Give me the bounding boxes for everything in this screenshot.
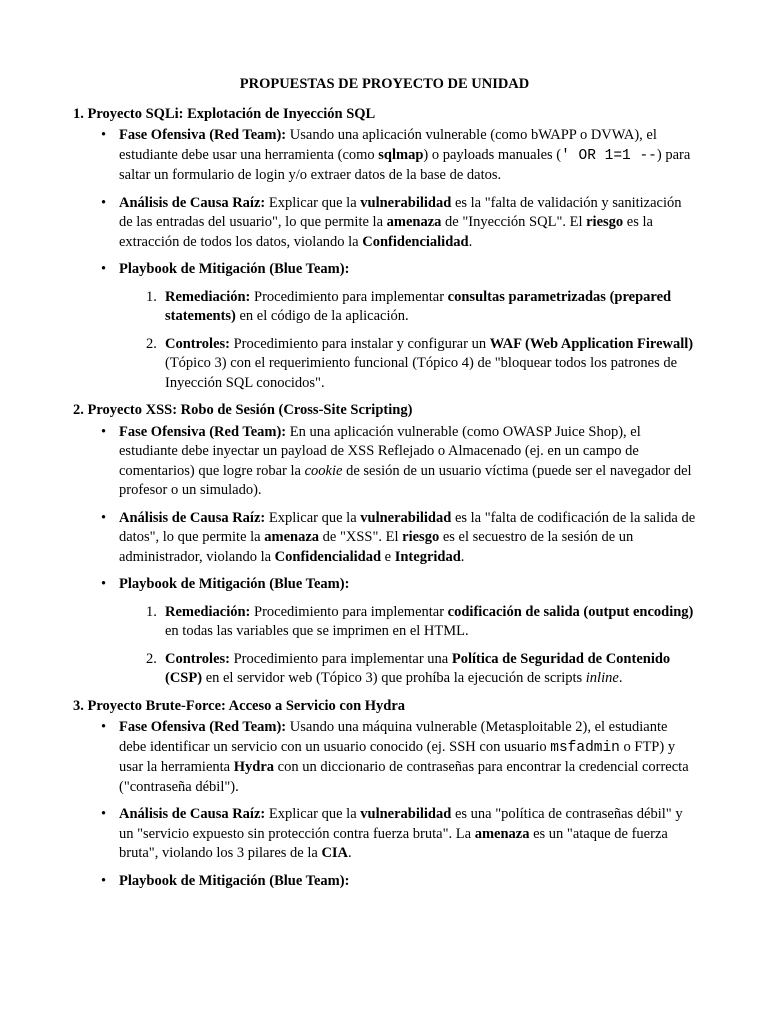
project-brute-force xyxy=(73,697,696,892)
step-label: Controles: xyxy=(165,650,230,667)
text-run: Procedimiento para implementar xyxy=(250,288,448,305)
step-number: 1. xyxy=(146,288,157,305)
bold-term: Confidencialidad xyxy=(274,548,382,565)
playbook-item xyxy=(119,575,696,689)
analysis-label: Análisis de Causa Raíz: xyxy=(119,806,266,822)
project-sqli xyxy=(73,105,696,394)
bold-term: Política de Seguridad de Contenido (CSP) xyxy=(165,650,671,686)
playbook-step xyxy=(146,603,696,642)
offensive-phase-item xyxy=(119,718,696,797)
offensive-label: Fase Ofensiva (Red Team): xyxy=(119,127,287,143)
root-cause-item xyxy=(119,194,696,253)
italic-term: cookie xyxy=(304,462,343,479)
analysis-label: Análisis de Causa Raíz: xyxy=(119,194,266,211)
text-run: Explicar que la xyxy=(265,806,361,822)
offensive-label: Fase Ofensiva (Red Team): xyxy=(119,423,287,440)
text-run: . xyxy=(348,845,352,861)
text-run: es una "política de contraseñas débil" y un "servicio expuesto sin protección contra fuerza bruta". La xyxy=(119,806,683,842)
tool-name: sqlmap xyxy=(378,146,424,163)
playbook-step xyxy=(146,335,696,394)
bold-term: riesgo xyxy=(402,529,440,545)
text-run: En una aplicación vulnerable (como OWASP Juice Shop), el estudiante debe inyectar un payload de XSS Reflejado o Almacenado (ej. en un campo de comentarios) que logre robar la xyxy=(119,423,641,479)
text-run: Usando una aplicación vulnerable (como bWAPP o DVWA), el estudiante debe usar una herramienta (como xyxy=(119,127,657,163)
text-run: Procedimiento para instalar y configurar un xyxy=(229,335,490,352)
playbook-label: Playbook de Mitigación (Blue Team): xyxy=(119,261,350,277)
offensive-label: Fase Ofensiva (Red Team): xyxy=(119,719,287,735)
step-label: Remediación: xyxy=(165,288,251,305)
step-label: Remediación: xyxy=(165,603,251,620)
project-heading: 1. Proyecto SQLi: Explotación de Inyección SQL xyxy=(73,105,376,122)
project-heading: 2. Proyecto XSS: Robo de Sesión (Cross-Site Scripting) xyxy=(73,402,413,418)
text-run: de sesión de un usuario víctima (puede ser el navegador del profesor o un simulado). xyxy=(119,462,692,498)
text-run: Usando una máquina vulnerable (Metasploitable 2), el estudiante debe identificar un servicio con un usuario conocido (ej. SSH con usuario xyxy=(119,719,668,755)
text-run: con un diccionario de contraseñas para encontrar la credencial correcta ("contraseña débil"). xyxy=(119,759,689,795)
step-label: Controles: xyxy=(165,335,230,352)
text-run: . xyxy=(460,548,465,565)
bold-term: vulnerabilidad xyxy=(360,806,452,822)
analysis-label: Análisis de Causa Raíz: xyxy=(119,509,266,526)
code-snippet: msfadmin xyxy=(550,739,620,756)
offensive-phase-item xyxy=(119,423,696,501)
project-heading: 3. Proyecto Brute-Force: Acceso a Servicio con Hydra xyxy=(73,697,406,714)
project-bullets xyxy=(73,718,696,891)
text-run: es la "falta de validación y sanitización de las entradas del usuario", lo que permite la xyxy=(119,194,682,230)
text-run: Explicar que la xyxy=(265,509,361,526)
playbook-steps xyxy=(119,603,696,689)
text-run: de "Inyección SQL". El xyxy=(441,214,587,230)
italic-term: inline xyxy=(585,670,619,686)
text-run: es un "ataque de fuerza bruta", violando los 3 pilares de la xyxy=(119,825,668,861)
step-number: 2. xyxy=(146,335,157,352)
text-run: e xyxy=(381,548,395,565)
bold-term: CIA xyxy=(321,845,349,861)
text-run: ) o payloads manuales ( xyxy=(423,146,562,163)
step-number: 1. xyxy=(146,603,157,620)
text-run: en todas las variables que se imprimen en el HTML. xyxy=(165,623,469,639)
step-number: 2. xyxy=(146,650,157,667)
playbook-item xyxy=(119,260,696,393)
text-run: o FTP) y usar la herramienta xyxy=(119,738,676,775)
bold-term: codificación de salida (output encoding) xyxy=(447,603,694,620)
code-snippet: ' OR 1=1 -- xyxy=(561,147,657,164)
text-run: Procedimiento para implementar una xyxy=(229,650,452,667)
text-run: es el secuestro de la sesión de un administrador, violando la xyxy=(119,529,634,565)
playbook-label: Playbook de Mitigación (Blue Team): xyxy=(119,576,350,592)
text-run: Procedimiento para implementar xyxy=(250,603,448,620)
text-run: es la "falta de codificación de la salida de datos", lo que permite la xyxy=(119,509,696,545)
offensive-phase-item xyxy=(119,126,696,186)
playbook-step xyxy=(146,288,696,327)
bold-term: riesgo xyxy=(586,214,624,230)
text-run: . xyxy=(618,670,623,686)
playbook-step xyxy=(146,650,696,689)
text-run: en el servidor web (Tópico 3) que prohíba la ejecución de scripts xyxy=(202,670,586,686)
playbook-steps xyxy=(119,288,696,394)
root-cause-item xyxy=(119,509,696,568)
project-bullets xyxy=(73,423,696,689)
text-run: Explicar que la xyxy=(265,194,361,211)
bold-term: vulnerabilidad xyxy=(360,194,452,211)
bold-term: amenaza xyxy=(386,214,442,230)
document-title: PROPUESTAS DE PROYECTO DE UNIDAD xyxy=(239,76,530,92)
bold-term: vulnerabilidad xyxy=(360,509,452,526)
tool-name: Hydra xyxy=(233,759,275,775)
text-run: de "XSS". El xyxy=(319,529,403,545)
bold-term: Integridad xyxy=(394,548,461,565)
project-bullets xyxy=(73,126,696,393)
root-cause-item xyxy=(119,805,696,864)
playbook-label: Playbook de Mitigación (Blue Team): xyxy=(119,872,350,889)
bold-term: consultas parametrizadas (prepared statements) xyxy=(165,288,672,324)
text-run: ) para saltar un formulario de login y/o extraer datos de la base de datos. xyxy=(119,146,691,183)
text-run: (Tópico 3) con el requerimiento funcional (Tópico 4) de "bloquear todos los patrones de Inyección SQL conocidos". xyxy=(165,355,678,391)
bold-term: Confidencialidad xyxy=(362,233,469,250)
bold-term: amenaza xyxy=(474,825,530,842)
text-run: . xyxy=(468,233,473,250)
project-xss xyxy=(73,401,696,689)
text-run: es la extracción de todos los datos, violando la xyxy=(119,214,653,250)
bold-term: WAF (Web Application Firewall) xyxy=(489,335,694,352)
playbook-item xyxy=(119,872,696,892)
bold-term: amenaza xyxy=(264,529,320,545)
text-run: en el código de la aplicación. xyxy=(235,308,409,324)
